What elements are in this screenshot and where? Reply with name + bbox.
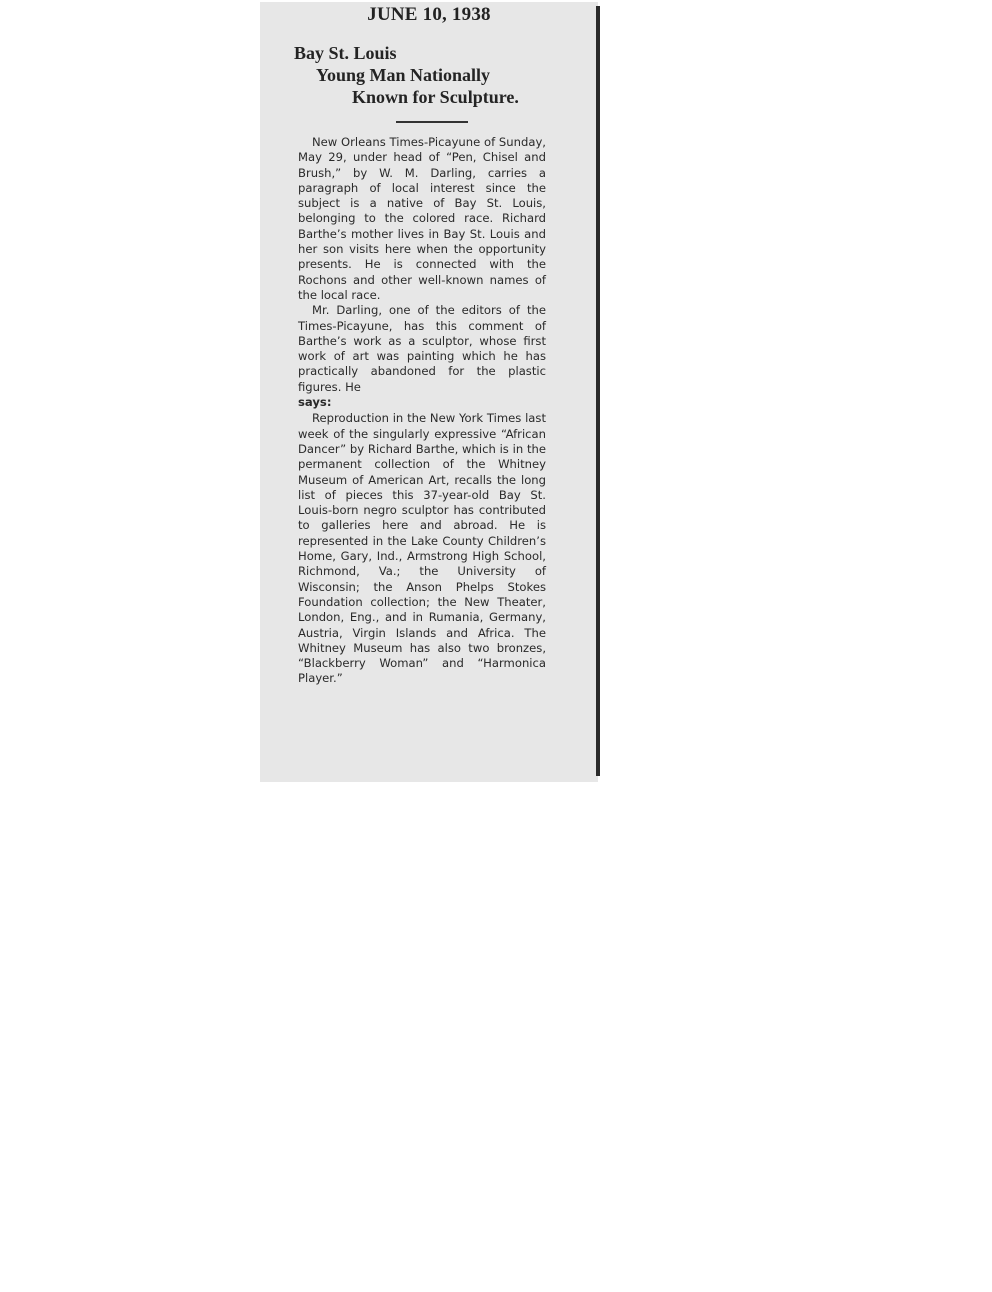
dateline: JUNE 10, 1938	[367, 4, 491, 25]
article-body	[298, 135, 546, 687]
headline-line-2: Young Man Nationally	[316, 65, 491, 85]
article-paragraph-1: New Orleans Times-Picayune of Sunday, May 29, under head of “Pen, Chisel and Brush,” by W. M. Darling, carries a paragraph of local interest since the subject is a native of Bay St. Louis, belonging to the colored race. Richard Barthe’s mother lives in Bay St. Louis and her son visits here when the opportunity presents. He is connected with the Rochons and other well-known names of the local race.	[298, 135, 546, 302]
headline-line-1: Bay St. Louis	[294, 43, 397, 63]
headline-divider	[396, 121, 468, 123]
headline-line-3: Known for Sculpture.	[352, 87, 519, 107]
clipping-edge-shadow	[596, 6, 600, 776]
article-quote: Reproduction in the New York Times last week of the singularly expressive “African Dancer” by Richard Barthe, which is in the permanent collection of the Whitney Museum of American Art, recalls the long list of pieces this 37-year-old Bay St. Louis-born negro sculptor has contributed to galleries here and abroad. He is represented in the Lake County Children’s Home, Gary, Ind., Armstrong High School, Richmond, Va.; the University of Wisconsin; the Anson Phelps Stokes Foundation collection; the New Theater, London, Eng., and in Rumania, Germany, Austria, Virgin Islands and Africa. The Whitney Museum has also two bronzes, “Blackberry Woman” and “Harmonica Player.”	[298, 411, 546, 686]
article-paragraph-2: Mr. Darling, one of the editors of the Times-Picayune, has this comment of Barthe’s work as a sculptor, whose first work of art was painting which he has practically abandoned for the plastic figures. He	[298, 303, 546, 394]
article-says: says:	[298, 395, 332, 410]
newspaper-clipping	[260, 2, 598, 782]
